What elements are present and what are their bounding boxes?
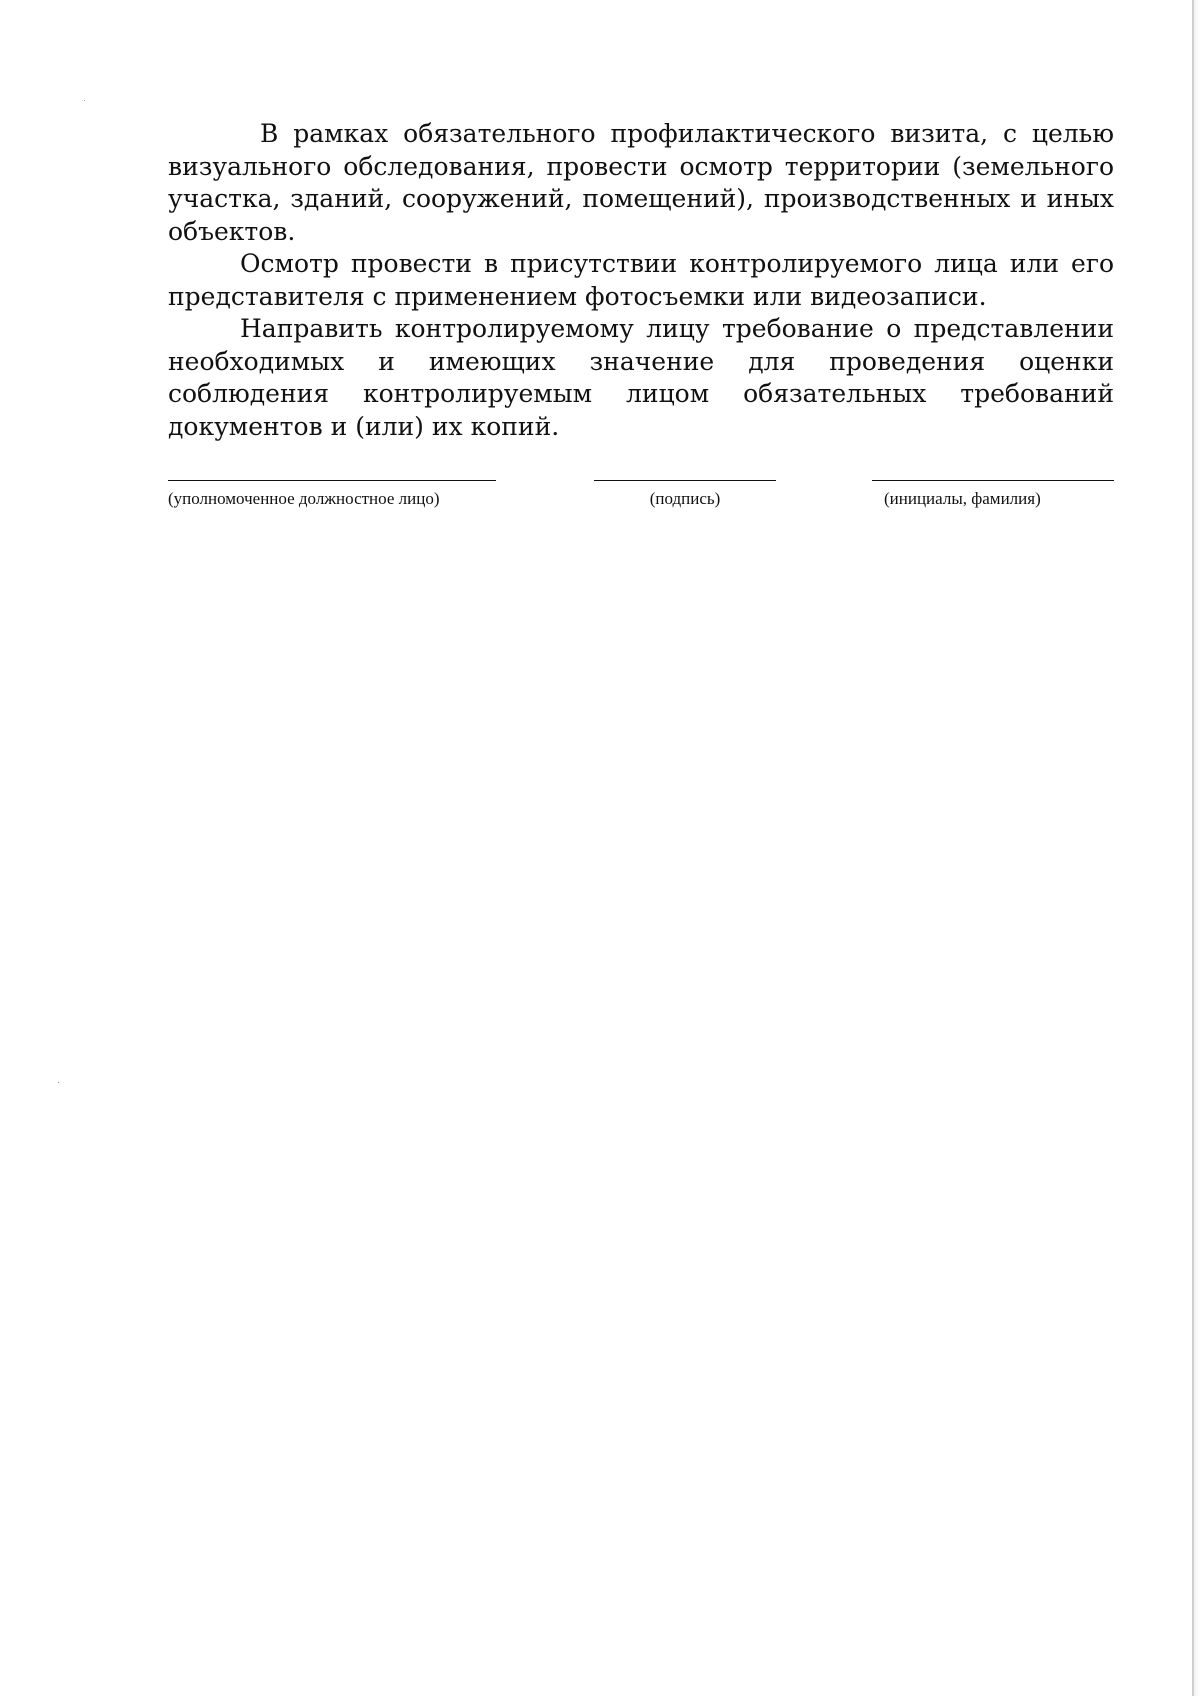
official-line: [168, 480, 496, 481]
paragraph-presence: Осмотр провести в присутствии контролируемого лица или его представителя с применением фотосъемки или видеозаписи.: [168, 249, 1114, 311]
scan-speck: [58, 1082, 59, 1083]
paragraph-inspection: В рамках обязательного профилактического визита, с целью визуального обследования, провести осмотр территории (земельного участка, зданий, сооружений, помещений), производственных и иных объектов.: [168, 119, 1114, 246]
page-edge: [1192, 0, 1200, 1696]
signature-field: [594, 480, 776, 509]
official-caption: (уполномоченное должностное лицо): [168, 489, 440, 508]
name-caption: (инициалы, фамилия): [884, 489, 1041, 508]
signature-block: [168, 480, 1114, 520]
signature-caption: (подпись): [649, 489, 721, 508]
signature-line: [594, 480, 776, 481]
name-line: [872, 480, 1114, 481]
paragraph-requirement: Направить контролируемому лицу требование о представлении необходимых и имеющих значение для проведения оценки соблюдения контролируемым лицом обязательных требований документов и (или) их копий.: [168, 314, 1114, 441]
official-field: [168, 480, 496, 509]
name-field: [872, 480, 1114, 509]
document-body: [168, 118, 1114, 443]
scan-speck: [84, 100, 85, 101]
